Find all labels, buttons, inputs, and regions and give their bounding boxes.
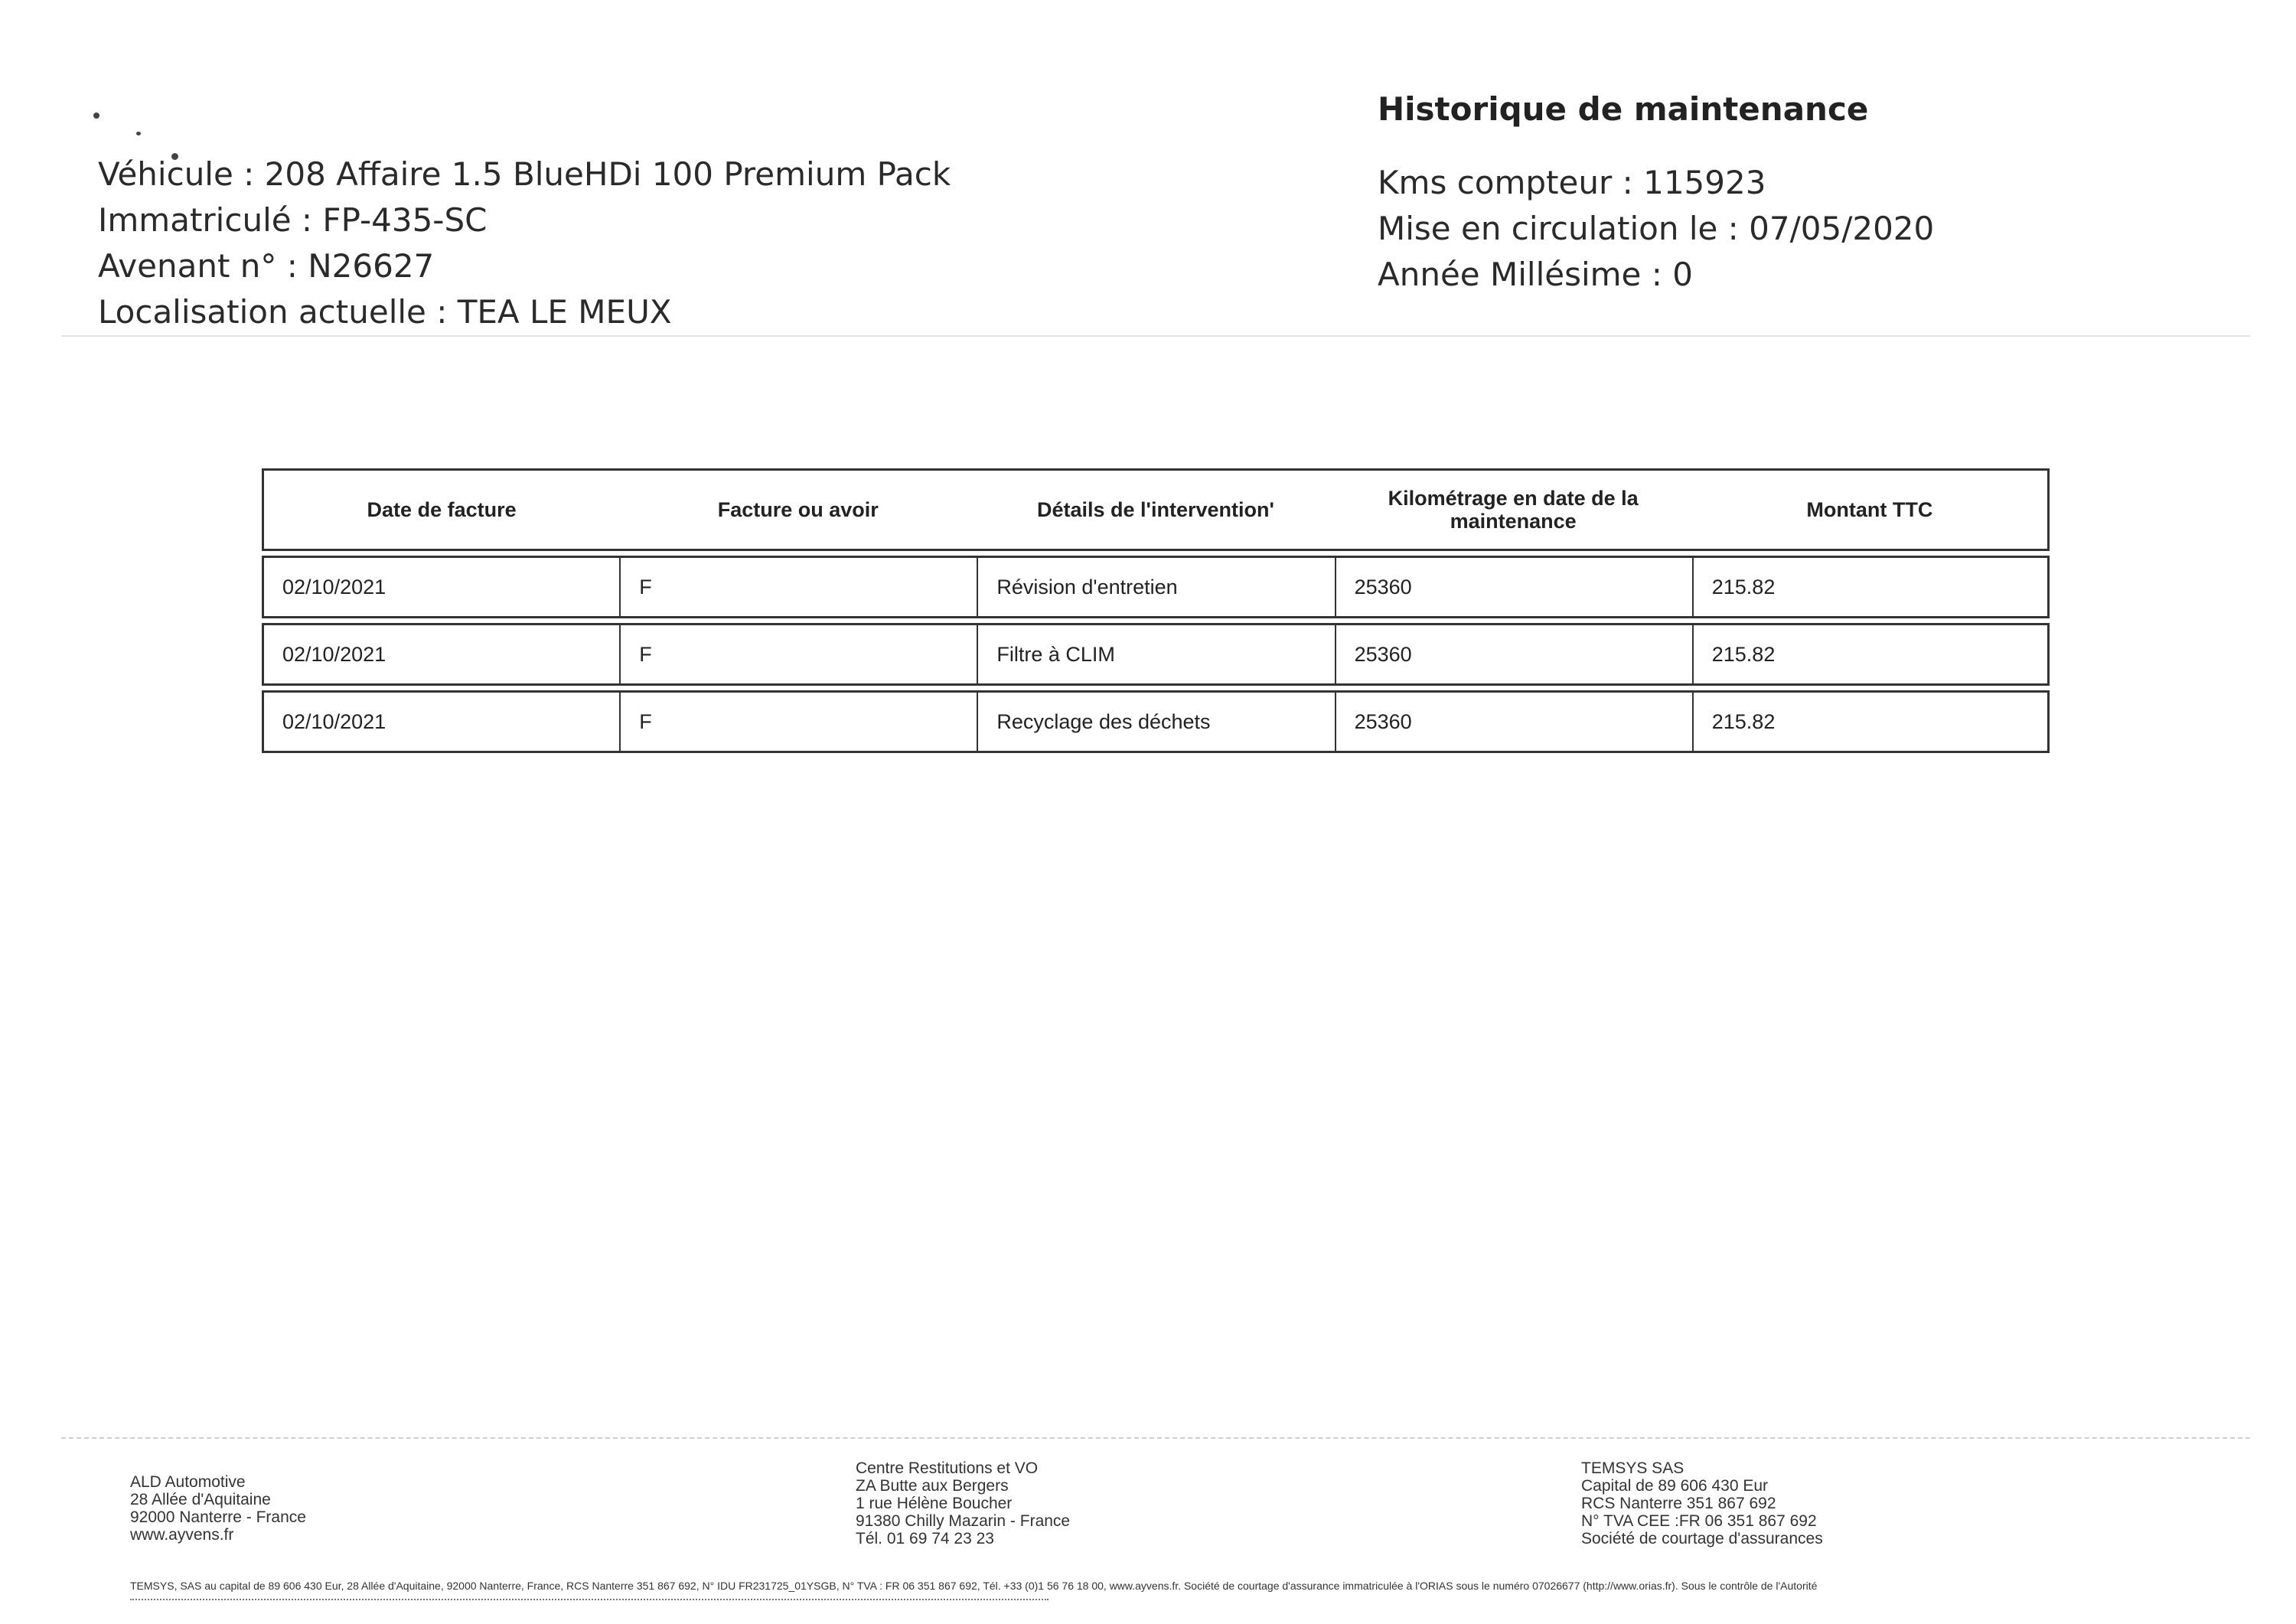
footer-line: Tél. 01 69 74 23 23 xyxy=(856,1530,994,1547)
registration-date: Mise en circulation le : 07/05/2020 xyxy=(1378,210,1935,247)
footer-line: Société de courtage d'assurances xyxy=(1581,1530,1823,1547)
footer-line: 92000 Nanterre - France xyxy=(130,1508,306,1526)
footer-line: 28 Allée d'Aquitaine xyxy=(130,1491,271,1508)
vehicle-model: Véhicule : 208 Affaire 1.5 BlueHDi 100 Premium Pack xyxy=(98,155,951,193)
header-intervention: Détails de l'intervention' xyxy=(977,468,1334,551)
cell-amount: 215.82 xyxy=(1692,623,2050,686)
odometer: Kms compteur : 115923 xyxy=(1378,164,1766,201)
vehicle-info xyxy=(98,152,951,335)
scan-speck xyxy=(93,113,99,119)
table-row xyxy=(262,690,2050,753)
cell-invoice-date: 02/10/2021 xyxy=(262,556,619,618)
cell-invoice-type: F xyxy=(619,690,977,753)
footer-ald-address xyxy=(130,1473,306,1544)
cell-invoice-date: 02/10/2021 xyxy=(262,623,619,686)
footer-line: ZA Butte aux Bergers xyxy=(856,1477,1009,1495)
table-row xyxy=(262,623,2050,686)
maintenance-summary xyxy=(1378,90,1934,298)
header-amount: Montant TTC xyxy=(1692,468,2050,551)
model-year: Année Millésime : 0 xyxy=(1378,256,1693,293)
cell-intervention: Filtre à CLIM xyxy=(977,623,1334,686)
cell-intervention: Recyclage des déchets xyxy=(977,690,1334,753)
footer-line: 91380 Chilly Mazarin - France xyxy=(856,1512,1071,1530)
footer-line: 1 rue Hélène Boucher xyxy=(856,1495,1013,1512)
cell-amount: 215.82 xyxy=(1692,556,2050,618)
footer-divider xyxy=(61,1437,2250,1439)
footer-temsys xyxy=(1581,1459,1823,1547)
cell-mileage: 25360 xyxy=(1335,623,1692,686)
legal-notice: TEMSYS, SAS au capital de 89 606 430 Eur, 28 Allée d'Aquitaine, 92000 Nanterre, France, RCS Nanterre 351 867 692, N° IDU FR231725_01YSGB, N° TVA : FR 06 351 867 692, Tél. +33 (0)1 56 76 18 00, www.ayvens.fr. Société de courtage d'assurance immatriculée à l'ORIAS sous le numéro 07026677 (http://www.orias.fr). Sous le contrôle de l'Autorité xyxy=(130,1580,1818,1592)
footer-line: N° TVA CEE :FR 06 351 867 692 xyxy=(1581,1512,1817,1530)
header-mileage: Kilométrage en date de la maintenance xyxy=(1335,468,1692,551)
footer-restitution-center xyxy=(856,1459,1070,1547)
cell-intervention: Révision d'entretien xyxy=(977,556,1334,618)
footer-line: Centre Restitutions et VO xyxy=(856,1459,1039,1477)
footer-line: RCS Nanterre 351 867 692 xyxy=(1581,1495,1776,1512)
table-row xyxy=(262,556,2050,618)
footer-line: TEMSYS SAS xyxy=(1581,1459,1684,1477)
header-invoice-type: Facture ou avoir xyxy=(619,468,977,551)
header-invoice-date: Date de facture xyxy=(262,468,619,551)
header-divider xyxy=(61,335,2250,337)
cell-mileage: 25360 xyxy=(1335,556,1692,618)
table-header-row xyxy=(262,468,2050,551)
footer-line: Capital de 89 606 430 Eur xyxy=(1581,1477,1769,1495)
vehicle-location: Localisation actuelle : TEA LE MEUX xyxy=(98,293,672,331)
cell-invoice-type: F xyxy=(619,623,977,686)
cell-invoice-date: 02/10/2021 xyxy=(262,690,619,753)
footer-line: ALD Automotive xyxy=(130,1473,246,1491)
scan-speck xyxy=(136,132,141,135)
cell-invoice-type: F xyxy=(619,556,977,618)
maintenance-table xyxy=(262,464,2050,758)
footer-link[interactable]: www.ayvens.fr xyxy=(130,1526,234,1544)
cell-mileage: 25360 xyxy=(1335,690,1692,753)
legal-notice-cutoff xyxy=(130,1596,1049,1603)
cell-amount: 215.82 xyxy=(1692,690,2050,753)
page-title: Historique de maintenance xyxy=(1378,90,1869,128)
vehicle-amendment: Avenant n° : N26627 xyxy=(98,247,435,285)
vehicle-plate: Immatriculé : FP-435-SC xyxy=(98,201,488,239)
